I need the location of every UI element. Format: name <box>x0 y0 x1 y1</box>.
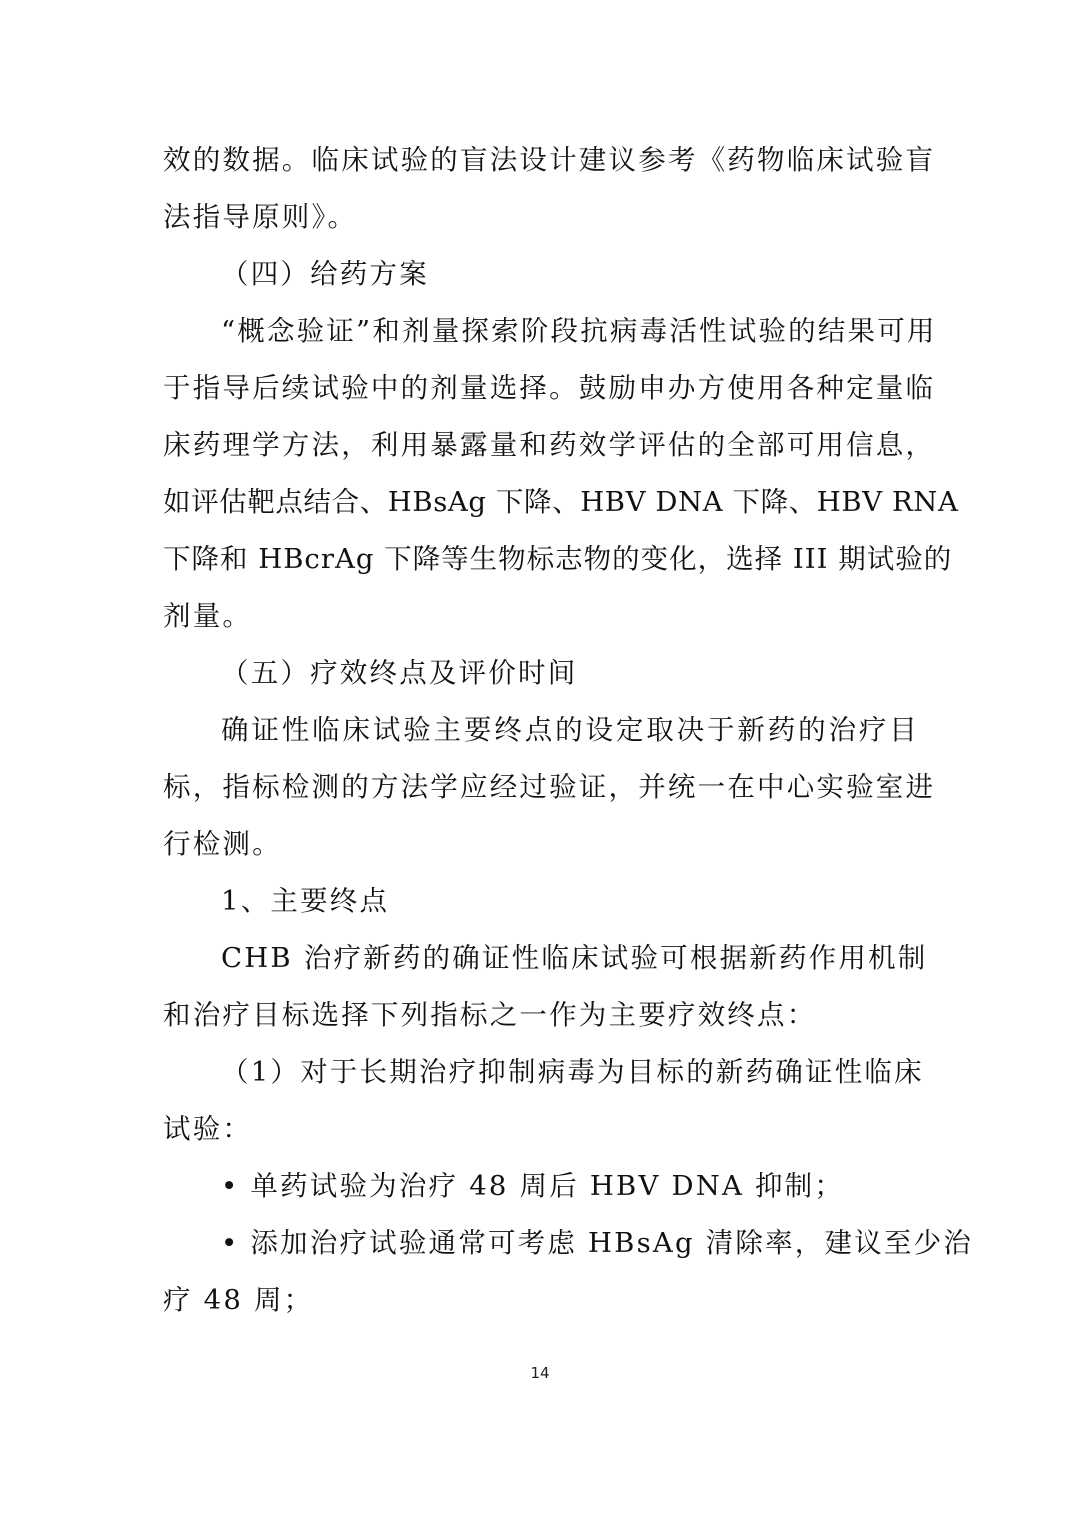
paragraph-line: 标，指标检测的方法学应经过验证，并统一在中心实验室进 <box>163 771 936 803</box>
paragraph-line: 确证性临床试验主要终点的设定取决于新药的治疗目 <box>221 714 919 746</box>
paragraph-line: 疗 48 周； <box>163 1284 314 1316</box>
paragraph-line: 行检测。 <box>163 828 282 860</box>
bullet-item: • 添加治疗试验通常可考虑 HBsAg 清除率，建议至少治 <box>221 1227 974 1259</box>
paragraph-line: “概念验证”和剂量探索阶段抗病毒活性试验的结果可用 <box>221 315 937 347</box>
paragraph-line: 如评估靶点结合、HBsAg 下降、HBV DNA 下降、HBV RNA <box>163 486 959 518</box>
section-heading-dosing: （四）给药方案 <box>221 258 429 290</box>
paragraph-line: 法指导原则》。 <box>163 201 358 233</box>
paragraph-line: 下降和 HBcrAg 下降等生物标志物的变化，选择 III 期试验的 <box>163 543 953 575</box>
paragraph-line: 试验： <box>163 1113 253 1145</box>
section-heading-endpoints: （五）疗效终点及评价时间 <box>221 657 578 689</box>
paragraph-line: 剂量。 <box>163 600 253 632</box>
subsection-heading-primary-endpoint: 1、主要终点 <box>221 885 390 917</box>
paragraph-line: 床药理学方法，利用暴露量和药效学评估的全部可用信息， <box>163 429 936 461</box>
bullet-item: • 单药试验为治疗 48 周后 HBV DNA 抑制； <box>221 1170 845 1202</box>
page-number: 14 <box>530 1364 550 1382</box>
paragraph-line: （1）对于长期治疗抑制病毒为目标的新药确证性临床 <box>221 1056 924 1088</box>
paragraph-line: 和治疗目标选择下列指标之一作为主要疗效终点： <box>163 999 817 1031</box>
paragraph-line: 效的数据。临床试验的盲法设计建议参考《药物临床试验盲 <box>163 144 936 176</box>
paragraph-line: 于指导后续试验中的剂量选择。鼓励申办方使用各种定量临 <box>163 372 936 404</box>
paragraph-line: CHB 治疗新药的确证性临床试验可根据新药作用机制 <box>221 942 928 974</box>
